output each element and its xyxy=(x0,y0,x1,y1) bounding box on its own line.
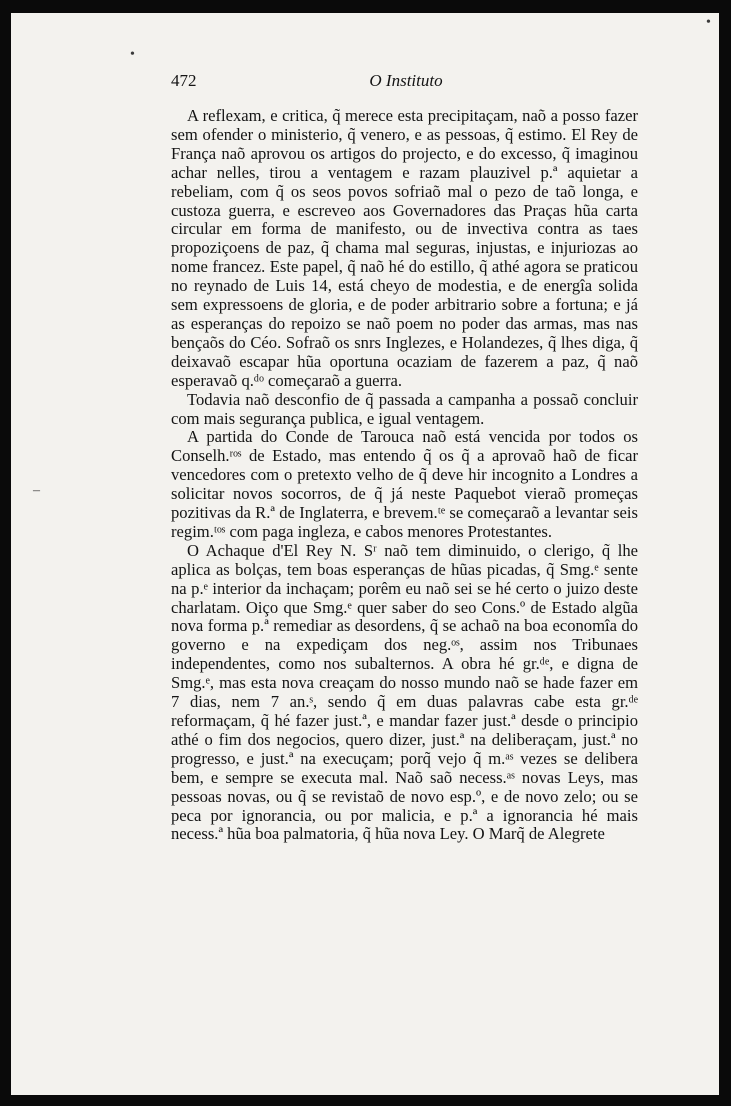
paragraph: A partida do Conde de Tarouca naõ está vencida por todos os Conselh.ʳᵒˢ de Estado, mas entendo q̃ os q̃ a aprovaõ haõ de ficar vencedores com o pretexto velho de q̃ deve hir incognito a Londres a solicitar novos socorros, de q̃ já neste Paquebot vieraõ promeças pozitivas da R.ª de Inglaterra, e brevem.ᵗᵉ se começaraõ a levantar seis regim.ᵗᵒˢ com paga ingleza, e cabos menores Protestantes. xyxy=(171,427,638,541)
margin-mark: – xyxy=(33,483,40,498)
scanned-page xyxy=(11,13,719,1095)
body-text xyxy=(171,107,638,844)
page-header xyxy=(171,71,641,93)
paragraph: Todavia naõ desconfio de q̃ passada a campanha a possaõ concluir com mais segurança publica, e igual ventagem. xyxy=(171,389,638,428)
dust-speck: • xyxy=(706,15,711,30)
running-title: O Instituto xyxy=(369,71,443,90)
page-number: 472 xyxy=(171,71,197,90)
dust-speck: • xyxy=(130,47,135,62)
paragraph: A reflexam, e critica, q̃ merece esta precipitaçam, naõ a posso fazer sem ofender o ministerio, q̃ venero, e as pessoas, q̃ estimo. El Rey de França naõ aprovou os artigos do projecto, e do excesso, q̃ imaginou achar nelles, tirou a ventagem e razam plauzivel p.ª aquietar a rebeliam, com q̃ os seos povos sofriaõ mal o pezo de taõ longa, e custoza guerra, e escreveo aos Governadores das Praças hũa carta circular em forma de manifesto, ou de invectiva contra as taes propoziçoens de paz, q̃ chama mal seguras, injustas, e injuriozas ao nome francez. Este papel, q̃ naõ hé do estillo, q̃ athé agora se praticou no reynado de Luis 14, está cheyo de modestia, e de energîa solida sem expressoens de gloria, e de poder arbitrario sobre a fortuna; e já as esperanças do repoizo se naõ poem no poder das armas, mas nas bençaõs do Céo. Sofraõ os snrs Inglezes, e Holandezes, q̃ lhes diga, q̃ deixavaõ escapar hũa oportuna ocaziam de fazerem a paz, q̃ naõ esperavaõ q.ᵈᵒ começaraõ a guerra. xyxy=(171,106,638,390)
paragraph: O Achaque d'El Rey N. Sʳ naõ tem diminuido, o clerigo, q̃ lhe aplica as bolças, tem boas esperanças de hũas picadas, q̃ Smg.ᵉ sente na p.ᵉ interior da inchaçam; porêm eu naõ sei se hé certo o juizo deste charlatam. Oiço que Smg.ᵉ quer saber do seo Cons.º de Estado algũa nova forma p.ª remediar as desordens, q̃ se achaõ na boa economîa do governo e na expediçam dos neg.ᵒˢ, assim nos Tribunaes independentes, como nos subalternos. A obra hé gr.ᵈᵉ, e digna de Smg.ᵉ, mas esta nova creaçam do nosso mundo naõ se hade fazer em 7 dias, nem 7 an.ˢ, sendo q̃ em duas palavras cabe esta gr.ᵈᵉ reformaçam, q̃ hé fazer just.ª, e mandar fazer just.ª desde o principio athé o fim dos negocios, quero dizer, just.ª na deliberaçam, just.ª no progresso, e just.ª na execuçam; porq̃ vejo q̃ m.ᵃˢ vezes se delibera bem, e sempre se executa mal. Naõ saõ necess.ᵃˢ novas Leys, mas pessoas novas, ou q̃ se revistaõ de novo esp.º, e de novo zelo; ou se peca por ignorancia, ou por malicia, e p.ª a ignorancia hé mais necess.ª hũa boa palmatoria, q̃ hũa nova Ley. O Marq̃ de Alegrete xyxy=(171,540,638,844)
